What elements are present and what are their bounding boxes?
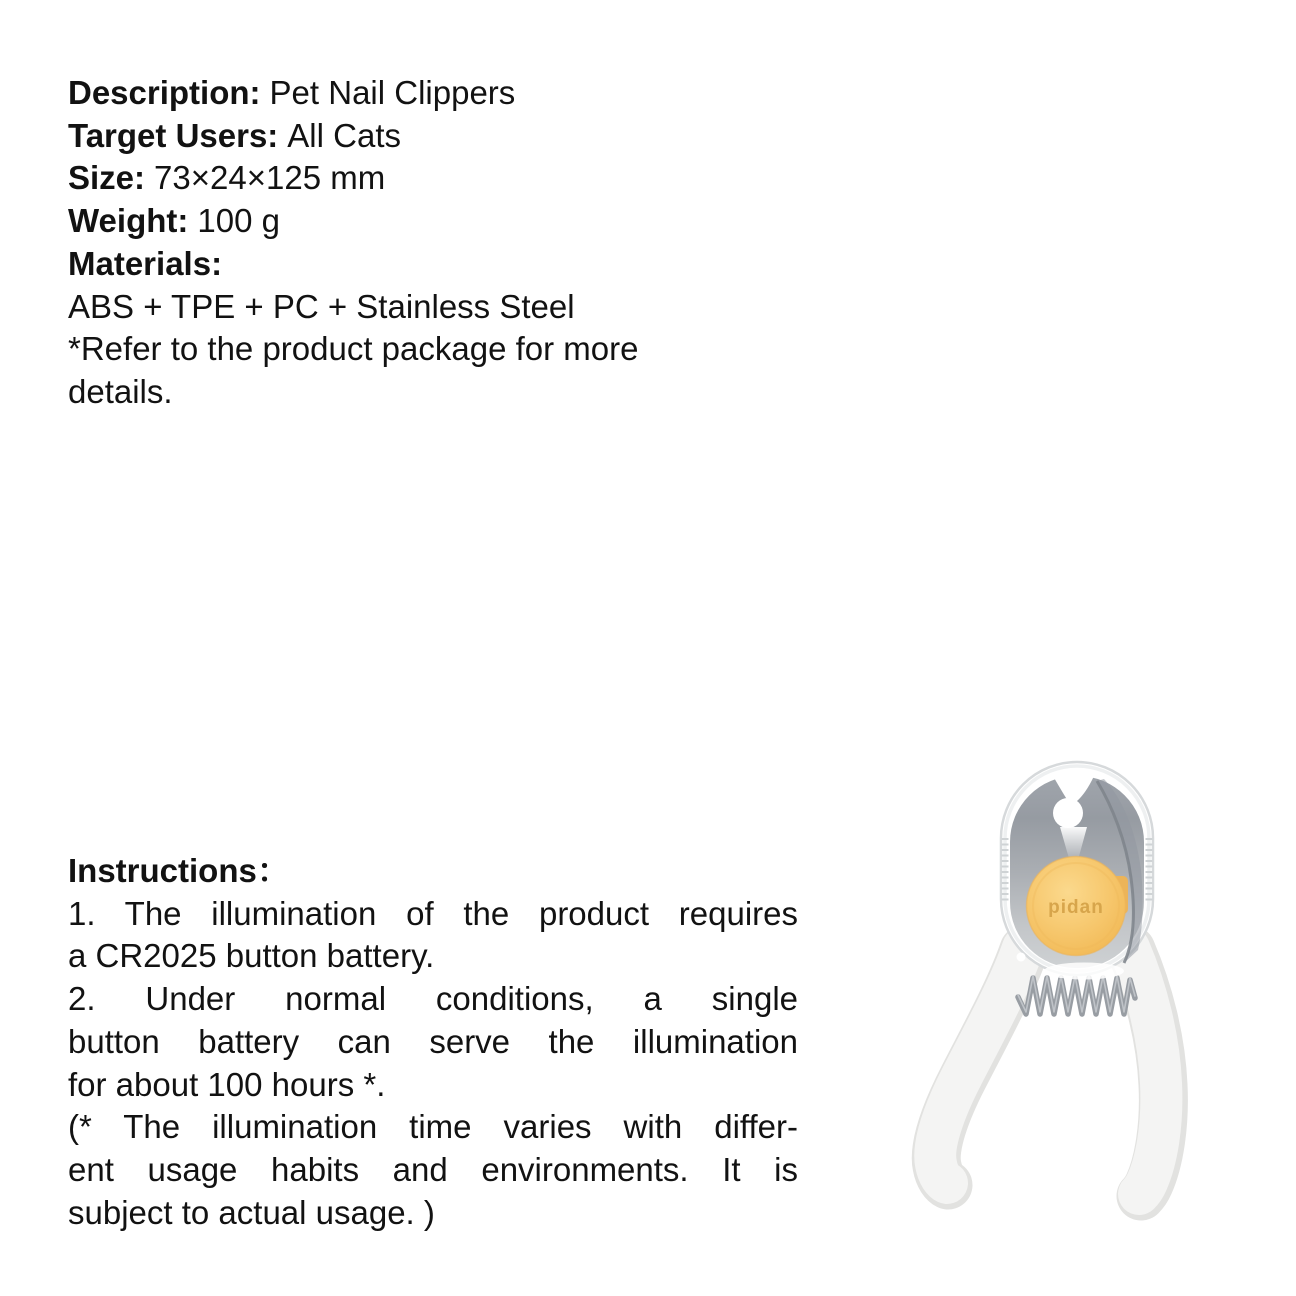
spec-value: All Cats: [287, 116, 401, 154]
spec-line-materials: [68, 243, 828, 286]
product-image: [900, 730, 1296, 1270]
spec-line-note-1: [68, 328, 828, 371]
pivot-dot: [1017, 953, 1026, 962]
spec-value: Pet Nail Clippers: [269, 74, 516, 111]
instruction-line: (* The illumination time varies with differ-: [68, 1108, 798, 1146]
spec-line-materials-value: [68, 286, 828, 329]
clipper-head: [1001, 762, 1153, 980]
spring: [1018, 976, 1135, 1014]
keyhole-cutout: [1053, 798, 1083, 828]
spec-label: Description:: [68, 74, 261, 111]
spec-value: details.: [68, 372, 173, 410]
spec-label: Materials:: [68, 244, 223, 282]
spec-value: 73×24×125 mm: [154, 159, 386, 197]
spec-label: Target Users:: [68, 116, 279, 154]
spec-line-note-2: [68, 371, 828, 414]
instruction-line: 1. The illumination of the product requires: [68, 894, 798, 932]
spec-value: ABS + TPE + PC + Stainless Steel: [68, 287, 575, 325]
handle-left: [935, 948, 1024, 1185]
spec-line-size: [68, 157, 828, 200]
instruction-line: button battery can serve the illumination: [68, 1022, 798, 1060]
instruction-line: a CR2025 button battery.: [68, 937, 435, 975]
instructions-block: [68, 850, 798, 1234]
spec-line-description: [68, 72, 828, 115]
instruction-line: subject to actual usage. ): [68, 1193, 435, 1231]
spec-value: *Refer to the product package for more: [68, 330, 639, 368]
spec-label: Size:: [68, 159, 146, 197]
spec-line-weight: [68, 200, 828, 243]
instruction-line: 2. Under normal conditions, a single: [68, 980, 798, 1018]
spec-value: 100 g: [197, 202, 280, 240]
instruction-line: ent usage habits and environments. It is: [68, 1150, 798, 1188]
instructions-title: Instructions：: [68, 852, 290, 889]
spec-block: [68, 72, 828, 414]
brand-button: [1027, 857, 1126, 956]
brand-label: pidan: [1048, 897, 1104, 918]
spec-label: Weight:: [68, 202, 189, 240]
instruction-line: for about 100 hours *.: [68, 1065, 386, 1103]
spec-line-target-users: [68, 115, 828, 158]
